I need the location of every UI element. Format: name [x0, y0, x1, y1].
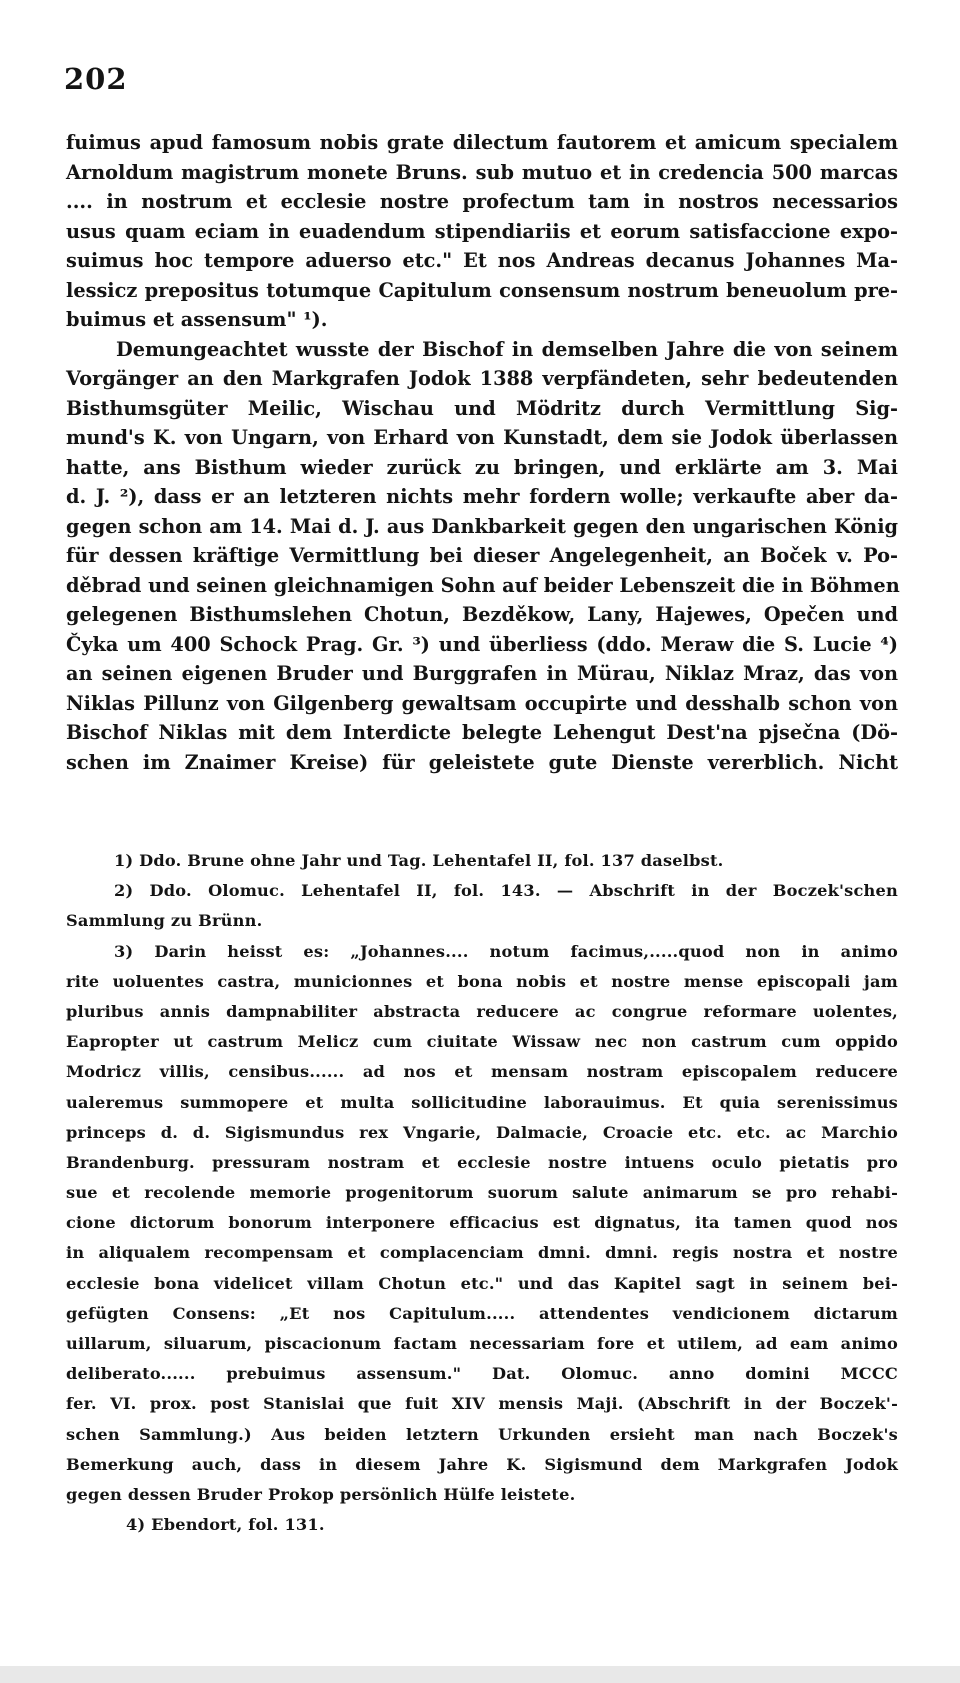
text-line: Čyka um 400 Schock Prag. Gr. ³) und überliess (ddo. Meraw die S. Lucie ⁴): [66, 632, 898, 656]
footnote-line: sue et recolende memorie progenitorum suorum salute animarum se pro rehabi-: [66, 1183, 898, 1203]
text-line: usus quam eciam in euadendum stipendiariis et eorum satisfaccione expo-: [66, 219, 898, 243]
footnote-line: Brandenburg. pressuram nostram et ecclesie nostre intuens oculo pietatis pro: [66, 1152, 898, 1172]
text-line: Bischof Niklas mit dem Interdicte belegte Lehengut Dest'na pjsečna (Dö-: [66, 721, 898, 744]
footnote-line: Eapropter ut castrum Melicz cum ciuitate Wissaw nec non castrum cum oppido: [66, 1032, 898, 1052]
footnote-line: 4) Ebendort, fol. 131.: [126, 1515, 325, 1535]
footnote-line: in aliqualem recompensam et complacenciam dmni. dmni. regis nostra et nostre: [66, 1243, 898, 1263]
footnote-line: deliberato...... prebuimus assensum." Dat. Olomuc. anno domini MCCC: [66, 1364, 898, 1384]
text-line: schen im Znaimer Kreise) für geleistete gute Dienste vererblich. Nicht: [66, 750, 898, 774]
text-line: gelegenen Bisthumslehen Chotun, Bezděkow, Lany, Hajewes, Opečen und: [66, 603, 898, 626]
text-line: gegen schon am 14. Mai d. J. aus Dankbarkeit gegen den ungarischen König: [66, 514, 898, 538]
footnote-line: princeps d. d. Sigismundus rex Vngarie, Dalmacie, Croacie etc. etc. ac Marchio: [66, 1122, 898, 1142]
page-edge-shadow: [0, 1666, 960, 1683]
text-line: hatte, ans Bisthum wieder zurück zu bringen, und erklärte am 3. Mai: [66, 455, 898, 479]
text-line: d. J. ²), dass er an letzteren nichts mehr fordern wolle; verkaufte aber da-: [66, 485, 898, 508]
page-number: 202: [64, 62, 128, 96]
text-line: Arnoldum magistrum monete Bruns. sub mutuo et in credencia 500 marcas: [66, 160, 898, 184]
text-line: Niklas Pillunz von Gilgenberg gewaltsam occupirte und desshalb schon von: [66, 691, 898, 715]
footnote-line: 1) Ddo. Brune ohne Jahr und Tag. Lehentafel II, fol. 137 daselbst.: [114, 851, 724, 870]
text-line: Vorgänger an den Markgrafen Jodok 1388 verpfändeten, sehr bedeutenden: [66, 367, 898, 390]
footnote-line: 2) Ddo. Olomuc. Lehentafel II, fol. 143. — Abschrift in der Boczek'schen: [114, 881, 898, 901]
text-line: Bisthumsgüter Meilic, Wischau und Mödritz durch Vermittlung Sig-: [66, 396, 898, 420]
text-line: buimus et assensum" ¹).: [66, 308, 328, 331]
footnote-line: gefügten Consens: „Et nos Capitulum..... attendentes vendicionem dictarum: [66, 1303, 898, 1323]
text-line: Demungeachtet wusste der Bischof in demselben Jahre die von seinem: [116, 337, 898, 361]
footnotes: [66, 846, 898, 1540]
footnote-line: cione dictorum bonorum interponere efficacius est dignatus, ita tamen quod nos: [66, 1213, 898, 1233]
footnote-line: Modricz villis, censibus...... ad nos et mensam nostram episcopalem reducere: [66, 1062, 898, 1082]
text-line: an seinen eigenen Bruder und Burggrafen in Mürau, Niklaz Mraz, das von: [66, 662, 898, 685]
footnote-line: 3) Darin heisst es: „Johannes.... notum facimus,.....quod non in animo: [114, 941, 898, 961]
footnote-line: uillarum, siluarum, piscacionum factam necessariam fore et utilem, ad eam animo: [66, 1334, 898, 1353]
main-text: [66, 128, 898, 777]
text-line: für dessen kräftige Vermittlung bei dieser Angelegenheit, an Boček v. Po-: [66, 544, 898, 567]
text-line: lessicz prepositus totumque Capitulum consensum nostrum beneuolum pre-: [66, 278, 898, 302]
footnote-line: rite uoluentes castra, municionnes et bona nobis et nostre mense episcopali jam: [66, 971, 898, 991]
text-line: .... in nostrum et ecclesie nostre profectum tam in nostros necessarios: [66, 190, 898, 213]
text-line: mund's K. von Ungarn, von Erhard von Kunstadt, dem sie Jodok überlassen: [66, 426, 898, 449]
footnote-line: Bemerkung auch, dass in diesem Jahre K. Sigismund dem Markgrafen Jodok: [66, 1454, 898, 1474]
text-line: fuimus apud famosum nobis grate dilectum fautorem et amicum specialem: [66, 131, 898, 154]
footnote-line: gegen dessen Bruder Prokop persönlich Hülfe leistete.: [66, 1484, 576, 1504]
text-line: děbrad und seinen gleichnamigen Sohn auf beider Lebenszeit die in Böhmen: [66, 573, 900, 597]
footnote-line: schen Sammlung.) Aus beiden letztern Urkunden ersieht man nach Boczek's: [66, 1424, 898, 1444]
footnote-line: Sammlung zu Brünn.: [66, 911, 263, 931]
footnote-line: pluribus annis dampnabiliter abstracta reducere ac congrue reformare uolentes,: [66, 1001, 898, 1021]
text-line: suimus hoc tempore aduerso etc." Et nos Andreas decanus Johannes Ma-: [66, 249, 898, 272]
footnote-line: ecclesie bona videlicet villam Chotun etc." und das Kapitel sagt in seinem bei-: [66, 1273, 898, 1293]
footnote-line: fer. VI. prox. post Stanislai que fuit XIV mensis Maji. (Abschrift in der Boczek'-: [66, 1394, 898, 1414]
footnote-line: ualeremus summopere et multa sollicitudine laborauimus. Et quia serenissimus: [66, 1092, 898, 1112]
